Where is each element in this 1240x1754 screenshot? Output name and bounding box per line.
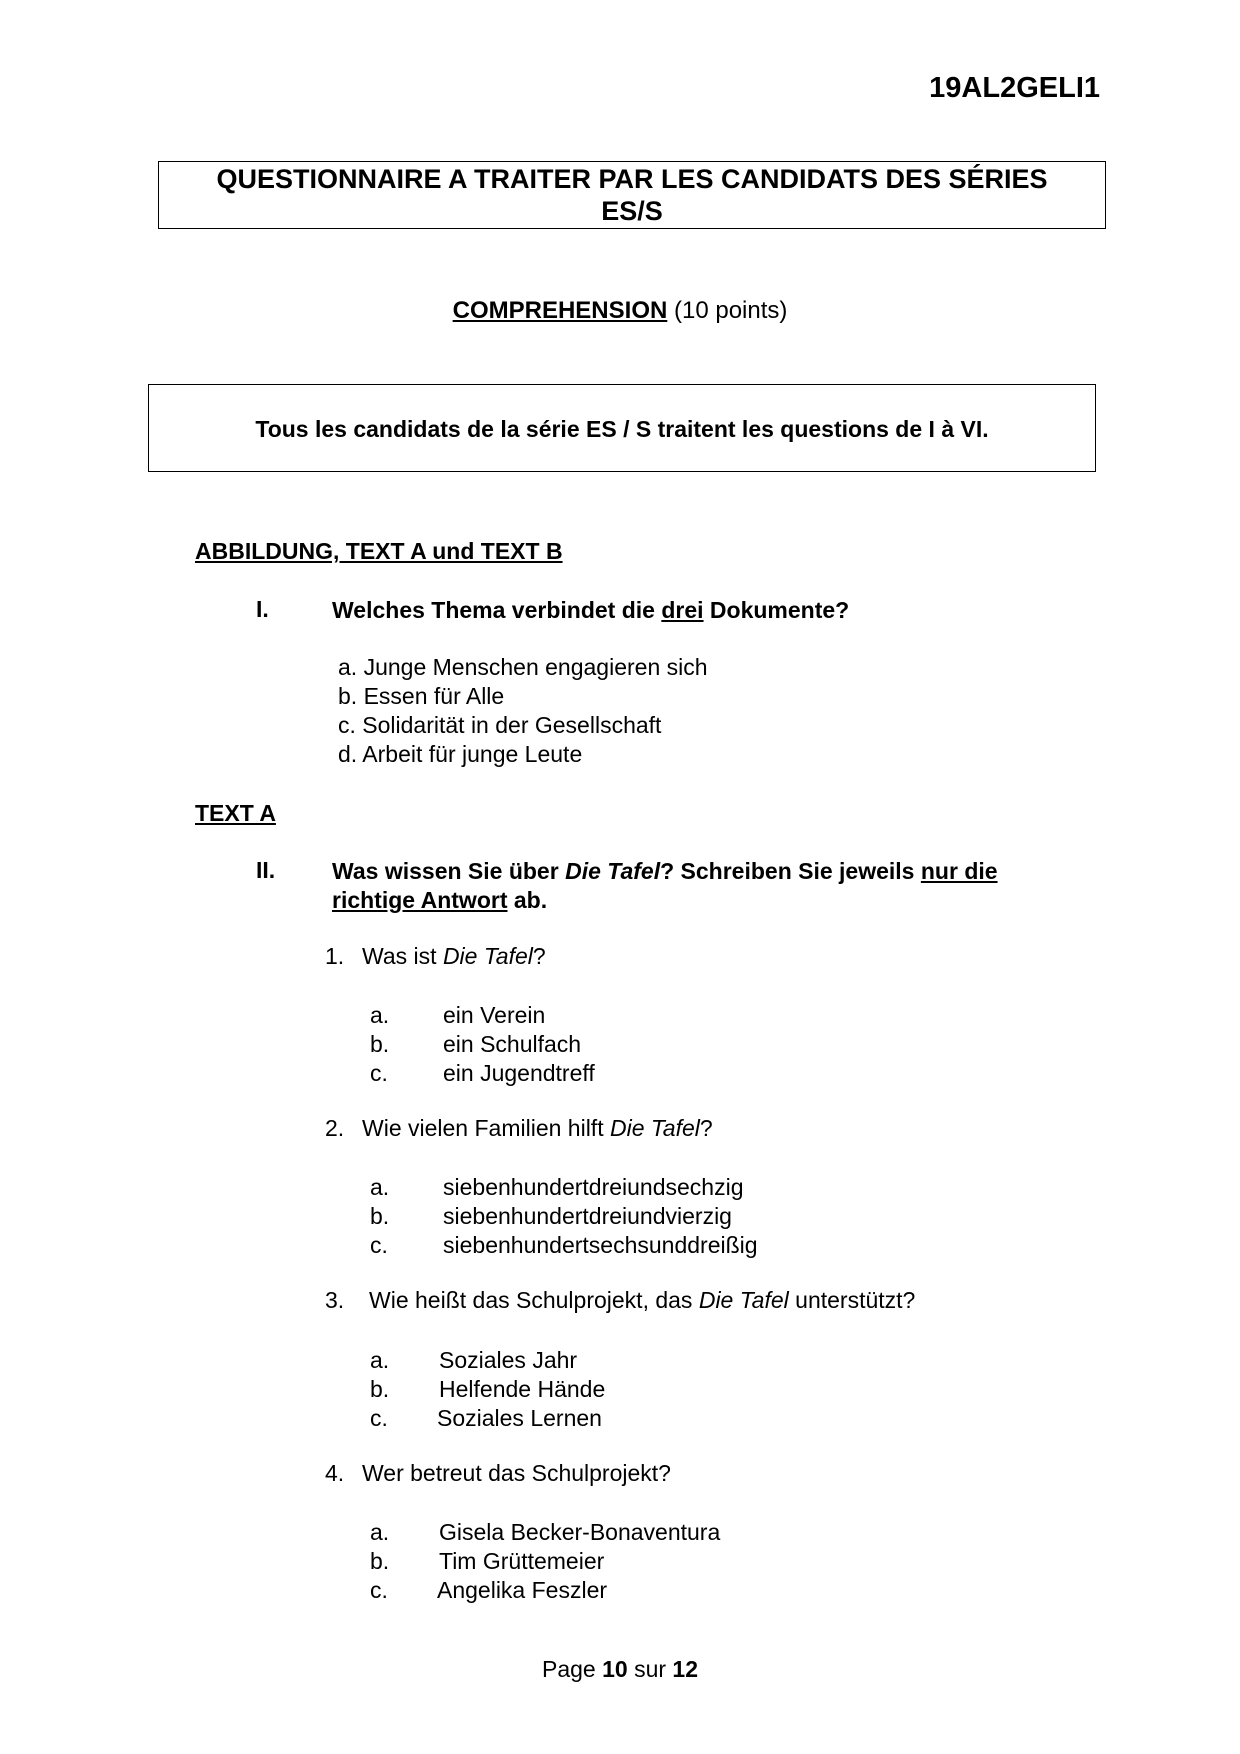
footer-total-pages: 12: [672, 1656, 699, 1682]
question-2-text: [332, 857, 1092, 915]
q2-text-italic: Die Tafel: [565, 858, 661, 884]
q1-option-d: d. Arbeit für junge Leute: [338, 741, 583, 767]
title-box: [158, 161, 1106, 229]
sq1-option-c-text: ein Jugendtreff: [443, 1060, 595, 1086]
subquestion-1-text: [362, 943, 546, 970]
sq3-option-c-letter: c.: [370, 1405, 388, 1431]
sq3-option-a-letter: a.: [370, 1347, 390, 1373]
sq4-option-c-text: Angelika Feszler: [437, 1577, 608, 1603]
sq3-option-b-letter: b.: [370, 1376, 390, 1402]
q2-text-underline-1: nur die: [920, 858, 998, 884]
sq1-option-b-letter: b.: [370, 1031, 390, 1057]
q2-text-middle: ? Schreiben Sie jeweils: [660, 858, 921, 884]
sq2-before: Wie vielen Familien hilft: [362, 1115, 610, 1141]
footer-page-number: 10: [602, 1656, 628, 1682]
comprehension-label: COMPREHENSION: [452, 297, 668, 324]
sq2-option-a-text: siebenhundertdreiundsechzig: [443, 1174, 744, 1200]
subquestion-1-number: 1.: [325, 943, 345, 969]
sq4-option-b-letter: b.: [370, 1548, 390, 1574]
q1-text-before: Welches Thema verbindet die: [332, 597, 662, 623]
subquestion-4-text: Wer betreut das Schulprojekt?: [362, 1460, 671, 1486]
question-1-text: [332, 596, 1092, 625]
sq2-italic: Die Tafel: [609, 1115, 700, 1141]
q2-text-after: ab.: [507, 887, 548, 913]
question-number-1: I.: [256, 596, 269, 622]
sq2-after: ?: [699, 1115, 713, 1141]
q1-option-b: b. Essen für Alle: [338, 683, 505, 709]
title-line-2: ES/S: [601, 196, 663, 226]
q1-text-after: Dokumente?: [703, 597, 850, 623]
subquestion-3-text: [369, 1287, 915, 1314]
instruction-text: Tous les candidats de la série ES / S traitent les questions de I à VI.: [255, 416, 989, 442]
q1-option-c: c. Solidarität in der Gesellschaft: [338, 712, 662, 738]
sq1-option-a-letter: a.: [370, 1002, 390, 1028]
sq1-after: ?: [532, 943, 546, 969]
sq2-option-c-letter: c.: [370, 1232, 388, 1258]
q2-text-before: Was wissen Sie über: [332, 858, 566, 884]
sq4-option-b-text: Tim Grüttemeier: [439, 1548, 605, 1574]
comprehension-heading: [0, 297, 1240, 325]
subquestion-2-number: 2.: [325, 1115, 345, 1141]
sq1-option-b-text: ein Schulfach: [443, 1031, 582, 1057]
sq3-after: unterstützt?: [788, 1287, 916, 1313]
sq1-option-c-letter: c.: [370, 1060, 388, 1086]
sq2-option-b-text: siebenhundertdreiundvierzig: [443, 1203, 732, 1229]
sq3-option-c-text: Soziales Lernen: [437, 1405, 602, 1431]
q2-text-underline-2: richtige Antwort: [332, 887, 508, 913]
section-heading-text-a: TEXT A: [195, 800, 276, 826]
section-heading-abbildung: ABBILDUNG, TEXT A und TEXT B: [195, 538, 563, 564]
document-code: 19AL2GELI1: [929, 72, 1100, 104]
sq4-option-c-letter: c.: [370, 1577, 388, 1603]
sq1-italic: Die Tafel: [442, 943, 533, 969]
title-line-1: QUESTIONNAIRE A TRAITER PAR LES CANDIDATS DES SÉRIES: [216, 164, 1048, 194]
sq3-option-b-text: Helfende Hände: [439, 1376, 606, 1402]
sq4-option-a-text: Gisela Becker-Bonaventura: [439, 1519, 721, 1545]
sq3-option-a-text: Soziales Jahr: [439, 1347, 578, 1373]
instruction-box: [148, 384, 1096, 472]
sq3-before: Wie heißt das Schulprojekt, das: [369, 1287, 699, 1313]
sq4-option-a-letter: a.: [370, 1519, 390, 1545]
footer-of-word: sur: [634, 1656, 667, 1682]
subquestion-4-number: 4.: [325, 1460, 345, 1486]
sq2-option-a-letter: a.: [370, 1174, 390, 1200]
subquestion-2-text: [362, 1115, 713, 1142]
question-number-2: II.: [256, 857, 276, 883]
q1-option-a: a. Junge Menschen engagieren sich: [338, 654, 708, 680]
sq2-option-c-text: siebenhundertsechsunddreißig: [443, 1232, 758, 1258]
sq3-italic: Die Tafel: [698, 1287, 789, 1313]
sq2-option-b-letter: b.: [370, 1203, 390, 1229]
q1-text-underline: drei: [661, 597, 704, 623]
footer-page-word: Page: [541, 1656, 596, 1682]
sq1-option-a-text: ein Verein: [443, 1002, 546, 1028]
comprehension-points: (10 points): [673, 297, 788, 324]
subquestion-3-number: 3.: [325, 1287, 345, 1313]
page-footer: [0, 1656, 1240, 1683]
sq1-before: Was ist: [362, 943, 443, 969]
